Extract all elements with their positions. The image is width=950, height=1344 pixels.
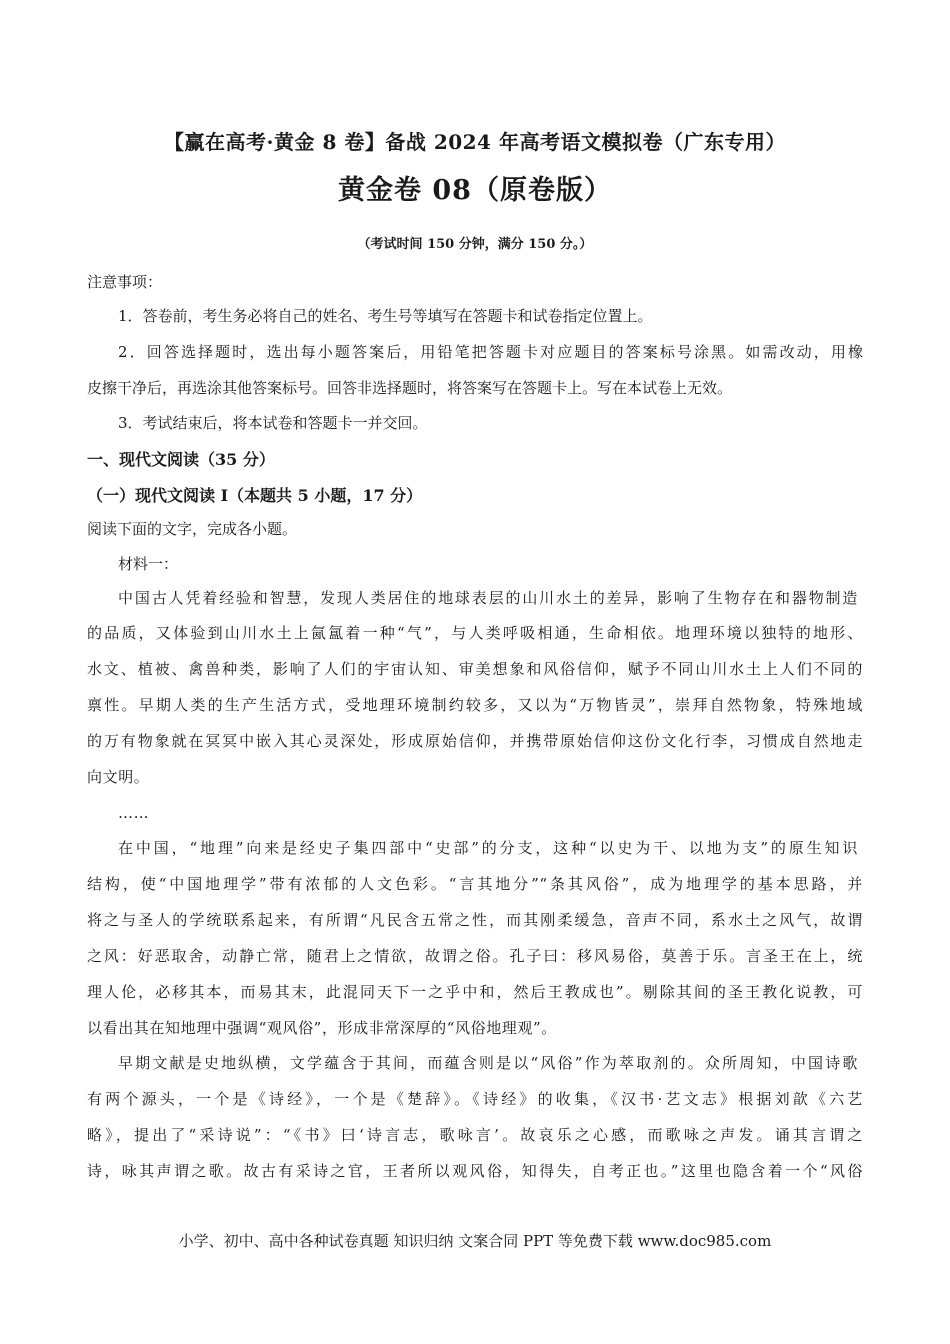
passage-line: 水文、植被、禽兽种类，影响了人们的宇宙认知、审美想象和风俗信仰，赋予不同山川水土上人们不同的	[87, 660, 863, 678]
passage-line: 早期文献是史地纵横，文学蕴含于其间，而蕴含则是以“风俗”作为萃取剂的。众所周知，中国诗歌	[118, 1054, 858, 1072]
notice-item-1: 1．答卷前，考生务必将自己的姓名、考生号等填写在答题卡和试卷指定位置上。	[118, 307, 653, 325]
material-label: 材料一：	[118, 555, 179, 573]
passage-line: 的万有物象就在冥冥中嵌入其心灵深处，形成原始信仰，并携带原始信仰这份文化行李，习惯成自然地走	[87, 732, 863, 750]
notice-item-2-line-2: 皮擦干净后，再选涂其他答案标号。回答非选择题时，将答案写在答题卡上。写在本试卷上无效。	[87, 379, 733, 397]
reading-instruction: 阅读下面的文字，完成各小题。	[87, 520, 298, 538]
passage-line: 略》，提出了“采诗说”：“《书》曰‘诗言志，歌咏言’。故哀乐之心感，而歌咏之声发。诵其言谓之	[87, 1126, 863, 1144]
exam-time-note: （考试时间 150 分钟，满分 150 分。）	[357, 237, 593, 252]
exam-series-title: 【赢在高考·黄金 8 卷】备战 2024 年高考语文模拟卷（广东专用）	[164, 130, 786, 154]
notice-item-3: 3．考试结束后，将本试卷和答题卡一并交回。	[118, 414, 428, 432]
passage-line: 有两个源头，一个是《诗经》，一个是《楚辞》。《诗经》的收集，《汉书·艺文志》根据刘歆《六艺	[87, 1090, 863, 1108]
passage-line: 理人伦，必移其本，而易其末，此混同天下一之乎中和，然后王教成也”。剔除其间的圣王教化说教，可	[87, 983, 863, 1001]
passage-line: 以看出其在知地理中强调“观风俗”，形成非常深厚的“风俗地理观”。	[87, 1019, 557, 1037]
notice-heading: 注意事项：	[87, 273, 163, 291]
passage-line: 中国古人凭着经验和智慧，发现人类居住的地球表层的山川水土的差异，影响了生物存在和器物制造	[118, 589, 858, 607]
passage-line: 之风：好恶取舍，动静亡常，随君上之情欲，故谓之俗。孔子曰：移风易俗，莫善于乐。言圣王在上，统	[87, 947, 863, 965]
passage-line: 诗，咏其声谓之歌。故古有采诗之官，王者所以观风俗，知得失，自考正也。”这里也隐含着一个“风俗	[87, 1162, 863, 1180]
subsection-heading: （一）现代文阅读 I（本题共 5 小题，17 分）	[87, 486, 423, 505]
paper-title: 黄金卷 08（原卷版）	[338, 175, 612, 206]
passage-ellipsis: ……	[118, 804, 150, 822]
section-heading: 一、现代文阅读（35 分）	[87, 450, 275, 469]
passage-line: 结构，使“中国地理学”带有浓郁的人文色彩。“言其地分”“条其风俗”，成为地理学的基本思路，并	[87, 875, 863, 893]
passage-line: 禀性。早期人类的生产生活方式，受地理环境制约较多，又以为“万物皆灵”，崇拜自然物象，特殊地域	[87, 696, 863, 714]
notice-item-2-line-1: 2．回答选择题时，选出每小题答案后，用铅笔把答题卡对应题目的答案标号涂黑。如需改动，用橡	[118, 343, 863, 361]
passage-line: 在中国，“地理”向来是经史子集四部中“史部”的分支，这种“以史为干、以地为支”的原生知识	[118, 839, 858, 857]
passage-line: 向文明。	[87, 768, 150, 786]
passage-line: 将之与圣人的学统联系起来，有所谓“凡民含五常之性，而其刚柔缓急，音声不同，系水土之风气，故谓	[87, 911, 863, 929]
footer-text: 小学、初中、高中各种试卷真题 知识归纳 文案合同 PPT 等免费下载 www.doc985.com	[178, 1232, 772, 1250]
passage-line: 的品质，又体验到山川水土上氤氲着一种“气”，与人类呼吸相通，生命相依。地理环境以独特的地形、	[87, 624, 863, 642]
